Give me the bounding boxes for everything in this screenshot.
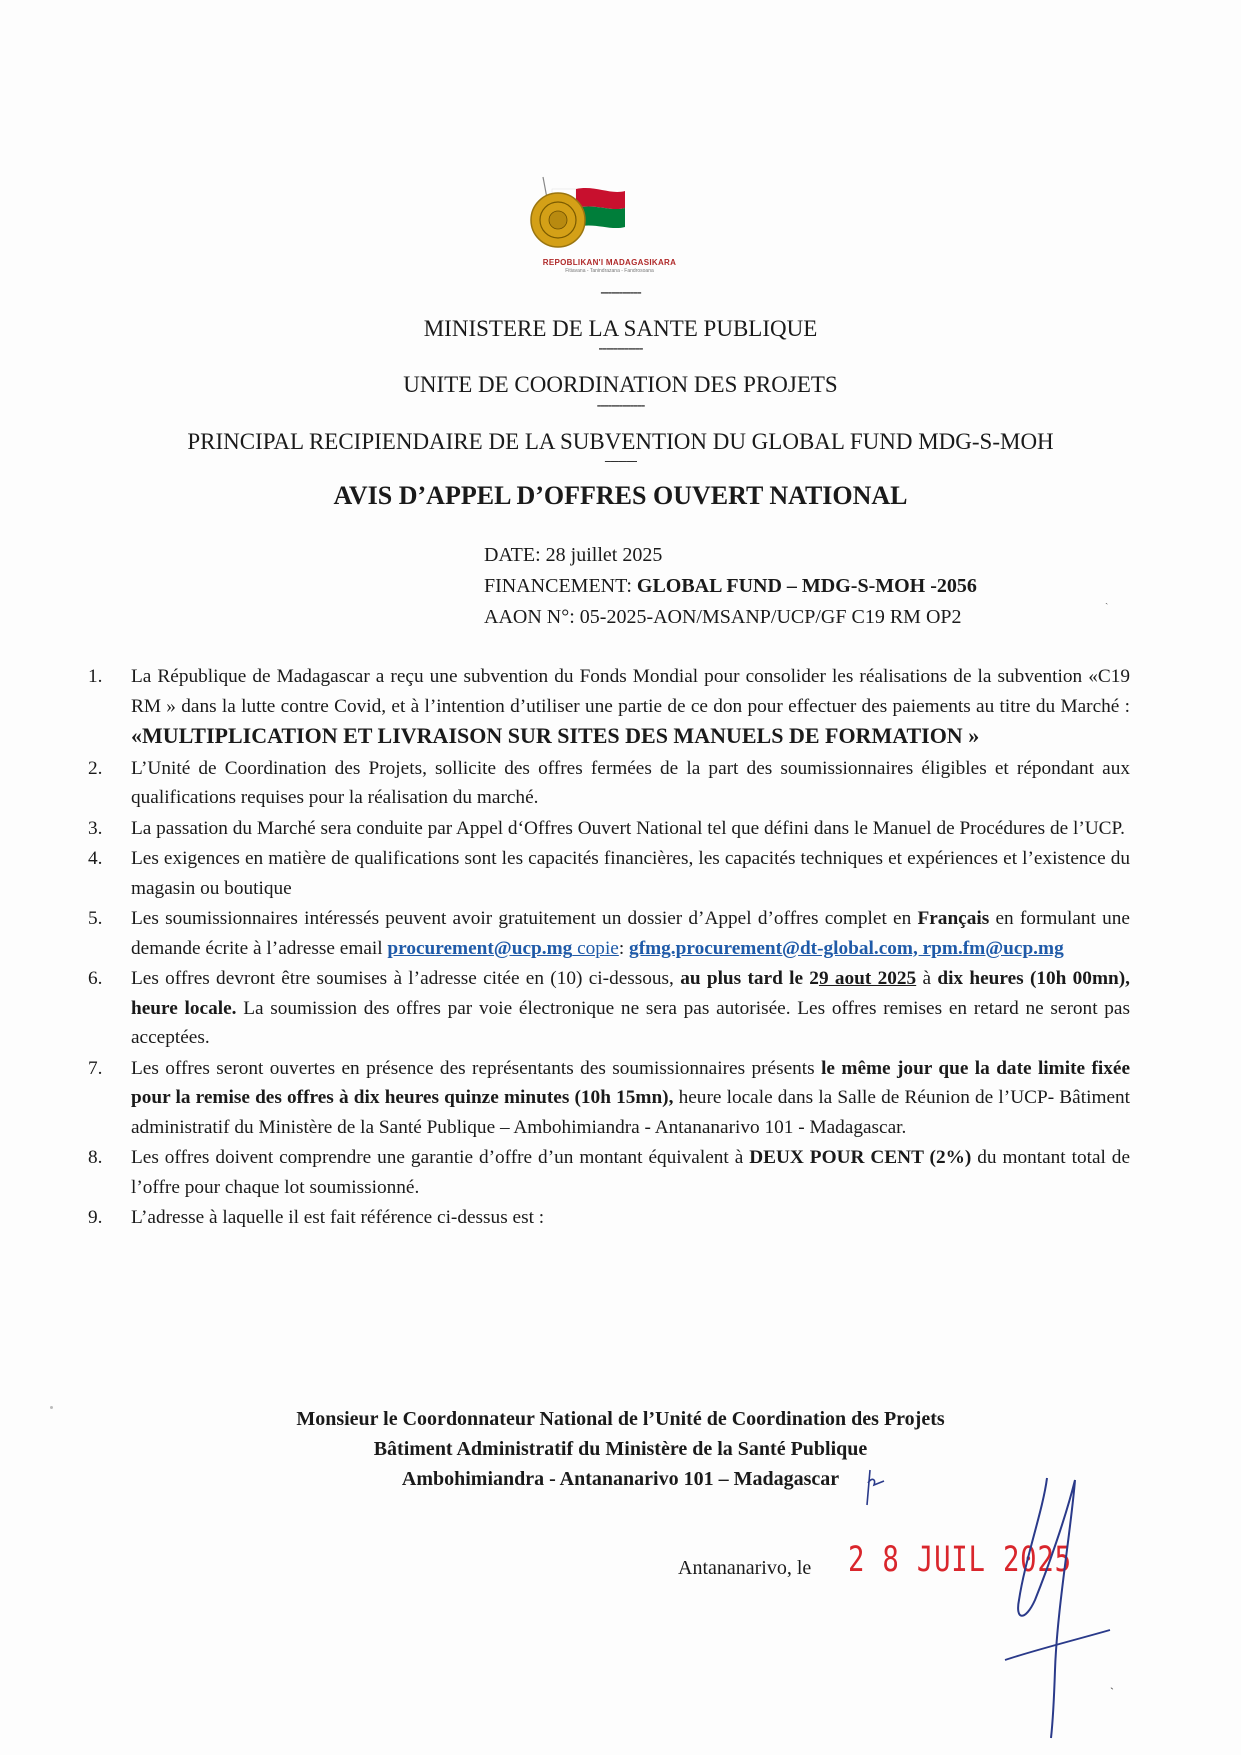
funding-label: FINANCEMENT: xyxy=(484,575,637,597)
item-number: 7. xyxy=(88,1057,103,1079)
item-text: Les offres doivent comprendre une garantie d’offre d’un montant équivalent à xyxy=(131,1147,750,1168)
separator: ----------- xyxy=(600,285,641,300)
separator: ------------ xyxy=(604,455,637,467)
address-line-2: Bâtiment Administratif du Ministère de la Santé Publique xyxy=(373,1438,868,1460)
item-number: 6. xyxy=(88,968,103,989)
list-item xyxy=(88,964,1130,1053)
item-text: L’adresse à laquelle il est fait référence ci-dessus est : xyxy=(131,1207,545,1228)
item-text: La République de Madagascar a reçu une subvention du Fonds Mondial pour consolider les réalisations de la subvention «C19 RM » dans la lutte contre Covid, et à l’intention d’utiliser une partie de ce don pour effectuer des paiements au titre du Marché : xyxy=(131,666,1130,717)
item-number: 4. xyxy=(88,848,103,869)
email-link-copies[interactable]: gfmg.procurement@dt-global.com, rpm.fm@ucp.mg xyxy=(629,937,1064,959)
item-text: La passation du Marché sera conduite par Appel d‘Offres Ouvert National tel que défini dans le Manuel de Procédures de l’UCP. xyxy=(131,817,1125,839)
list-item xyxy=(88,814,1130,844)
address-line-1: Monsieur le Coordonnateur National de l’Unité de Coordination des Projets xyxy=(296,1408,945,1430)
item-number: 5. xyxy=(88,908,103,929)
date-value: 28 juillet 2025 xyxy=(545,544,663,566)
list-item xyxy=(88,844,1130,903)
notice-clauses xyxy=(88,662,1130,1233)
list-item xyxy=(88,662,1130,753)
date-label: DATE: xyxy=(484,544,546,566)
unit-heading: UNITE DE COORDINATION DES PROJETS xyxy=(403,372,838,397)
item-text: Les soumissionnaires intéressés peuvent avoir gratuitement un dossier d’Appel d’offres complet en xyxy=(131,908,918,929)
aaon-value: 05-2025-AON/MSANP/UCP/GF C19 RM OP2 xyxy=(579,606,962,628)
separator: ------------- xyxy=(596,398,645,413)
initial-mark xyxy=(862,1465,892,1510)
deadline-prefix: au plus tard le 2 xyxy=(680,968,819,989)
ministry-heading: MINISTERE DE LA SANTE PUBLIQUE xyxy=(423,316,818,341)
aaon-label: AAON N°: xyxy=(484,606,580,628)
recipient-heading: PRINCIPAL RECIPIENDAIRE DE LA SUBVENTION DU GLOBAL FUND MDG-S-MOH xyxy=(187,429,1054,454)
emblem-motto: Fitiavana - Tanindrazana - Fandrosoana xyxy=(565,268,654,274)
funding-value: GLOBAL FUND – MDG-S-MOH -2056 xyxy=(636,575,977,597)
item-text: Les offres devront être soumises à l’adresse citée en (10) ci-dessous, xyxy=(131,968,681,989)
place-label: Antananarivo, le xyxy=(678,1557,812,1579)
stray-mark: ˎ xyxy=(1110,1676,1114,1690)
list-item xyxy=(88,904,1130,963)
deadline-date: 9 aout 2025 xyxy=(818,968,917,989)
item-number: 1. xyxy=(88,666,103,687)
deadline-time: dix heures (10h 00mn), heure locale. xyxy=(131,968,1130,1019)
item-text: en formulant une demande écrite à l’adresse email xyxy=(131,908,1130,959)
aaon-line xyxy=(484,604,962,631)
list-item xyxy=(88,1054,1130,1143)
item-number: 2. xyxy=(88,757,103,779)
item-text: du montant total de l’offre pour chaque lot soumissionné. xyxy=(131,1147,1131,1198)
signature xyxy=(985,1470,1125,1740)
list-item xyxy=(88,1143,1130,1202)
item-text: à xyxy=(916,968,938,989)
funding-line xyxy=(484,573,977,600)
market-title: «MULTIPLICATION ET LIVRAISON SUR SITES DES MANUELS DE FORMATION » xyxy=(131,723,980,748)
opening-time: le même jour que la date limite fixée pour la remise des offres à dix heures quinze minutes (10h 15mn), xyxy=(131,1057,1130,1108)
item-text: L’Unité de Coordination des Projets, sollicite des offres fermées de la part des soumissionnaires éligibles et répondant aux qualifications requises pour la réalisation du marché. xyxy=(131,757,1130,808)
address-line-3: Ambohimiandra - Antananarivo 101 – Madagascar xyxy=(401,1468,840,1490)
emblem-caption: REPOBLIKAN'I MADAGASIKARA xyxy=(542,258,677,267)
colon: : xyxy=(618,937,630,959)
list-item xyxy=(88,754,1130,813)
copy-label: copie xyxy=(572,937,619,959)
date-stamp: 2 8 JUIL 2025 xyxy=(848,1540,1072,1580)
item-number: 8. xyxy=(88,1147,103,1168)
separator: ------------ xyxy=(598,341,643,356)
item-text: heure locale dans la Salle de Réunion de l’UCP- Bâtiment administratif du Ministère de la Santé Publique – Ambohimiandra - Antananarivo 101 - Madagascar. xyxy=(131,1087,1130,1138)
item-text: La soumission des offres par voie électronique ne sera pas autorisée. Les offres remises en retard ne seront pas acceptées. xyxy=(131,997,1130,1048)
scan-speck xyxy=(50,1406,53,1409)
pen-tick-mark: ˏ xyxy=(1105,594,1109,605)
language: Français xyxy=(917,908,990,929)
page-title: AVIS D’APPEL D’OFFRES OUVERT NATIONAL xyxy=(333,481,908,510)
date-line xyxy=(484,542,662,569)
email-link-procurement[interactable]: procurement@ucp.mg xyxy=(387,937,573,959)
item-number: 9. xyxy=(88,1207,103,1228)
guarantee-amount: DEUX POUR CENT (2%) xyxy=(749,1147,972,1168)
item-text: Les exigences en matière de qualifications sont les capacités financières, les capacités techniques et expériences et l’existence du magasin ou boutique xyxy=(131,848,1130,899)
item-number: 3. xyxy=(88,817,103,839)
item-text: Les offres seront ouvertes en présence des représentants des soumissionnaires présents xyxy=(131,1057,822,1079)
list-item xyxy=(88,1203,1130,1233)
